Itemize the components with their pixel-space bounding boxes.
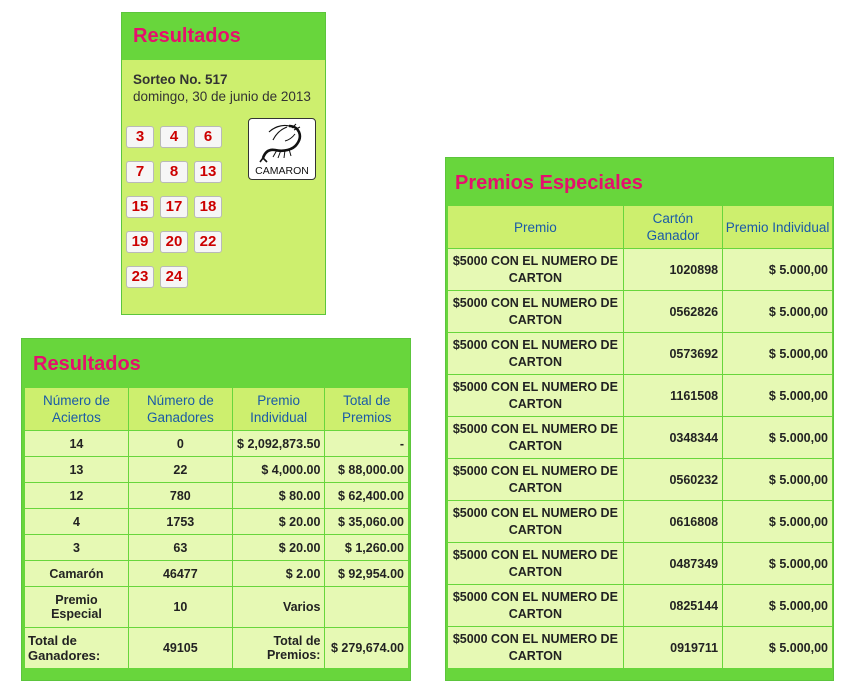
carton-cell: 0348344 [623, 417, 722, 459]
premio-individual-cell: $ 80.00 [232, 483, 325, 509]
results-table [24, 387, 409, 669]
total-premios-cell: $ 88,000.00 [325, 457, 409, 483]
special-prizes-table [447, 205, 833, 669]
total-ganadores-label: Total de Ganadores: [25, 628, 129, 669]
total-premios-cell: $ 62,400.00 [325, 483, 409, 509]
number-ball: 7 [126, 161, 154, 183]
aciertos-cell: 14 [25, 431, 129, 457]
ganadores-cell: 46477 [128, 561, 232, 587]
table-row [25, 587, 409, 628]
draw-date: domingo, 30 de junio de 2013 [133, 89, 311, 104]
premio-cell: $5000 CON EL NUMERO DE CARTON [448, 543, 624, 585]
col-ganadores: Número de Ganadores [128, 388, 232, 431]
table-row [448, 291, 833, 333]
table-row [448, 333, 833, 375]
table-row [448, 417, 833, 459]
number-ball: 15 [126, 196, 154, 218]
premio-individual-cell: $ 5.000,00 [723, 333, 833, 375]
table-row [25, 431, 409, 457]
premio-cell: $5000 CON EL NUMERO DE CARTON [448, 333, 624, 375]
figure-card [248, 118, 316, 180]
table-row [25, 483, 409, 509]
premio-individual-cell: $ 5.000,00 [723, 417, 833, 459]
aciertos-cell: 3 [25, 535, 129, 561]
table-row [448, 585, 833, 627]
premio-individual-cell: $ 5.000,00 [723, 459, 833, 501]
draw-header [122, 13, 325, 60]
premio-individual-cell: $ 4,000.00 [232, 457, 325, 483]
premio-individual-cell: $ 5.000,00 [723, 585, 833, 627]
ganadores-cell: 1753 [128, 509, 232, 535]
draw-number: Sorteo No. 517 [133, 72, 228, 87]
number-ball: 18 [194, 196, 222, 218]
premio-individual-cell: $ 5.000,00 [723, 627, 833, 669]
table-row [25, 561, 409, 587]
number-ball: 6 [194, 126, 222, 148]
total-premios-value: $ 279,674.00 [325, 628, 409, 669]
total-premios-cell: $ 92,954.00 [325, 561, 409, 587]
carton-cell: 0919711 [623, 627, 722, 669]
results-total-row [25, 628, 409, 669]
carton-cell: 0560232 [623, 459, 722, 501]
number-ball: 13 [194, 161, 222, 183]
premio-individual-cell: $ 5.000,00 [723, 291, 833, 333]
number-ball: 19 [126, 231, 154, 253]
aciertos-cell: Premio Especial [25, 587, 129, 628]
results-header-row [25, 388, 409, 431]
draw-title: Resultados [133, 25, 241, 47]
table-row [448, 459, 833, 501]
premio-cell: $5000 CON EL NUMERO DE CARTON [448, 417, 624, 459]
carton-cell: 0616808 [623, 501, 722, 543]
table-row [25, 535, 409, 561]
col-premio-individual: Premio Individual [232, 388, 325, 431]
ganadores-cell: 63 [128, 535, 232, 561]
number-ball: 8 [160, 161, 188, 183]
col-aciertos: Número de Aciertos [25, 388, 129, 431]
premio-individual-cell: $ 5.000,00 [723, 501, 833, 543]
number-ball: 4 [160, 126, 188, 148]
carton-cell: 1020898 [623, 249, 722, 291]
col-carton-ganador: Cartón Ganador [623, 206, 722, 249]
premio-individual-cell: $ 5.000,00 [723, 375, 833, 417]
table-row [448, 543, 833, 585]
results-header [22, 339, 410, 387]
number-ball: 22 [194, 231, 222, 253]
total-premios-label: Total de Premios: [232, 628, 325, 669]
special-prizes-panel [445, 157, 834, 681]
results-title: Resultados [33, 353, 141, 375]
number-ball: 23 [126, 266, 154, 288]
premio-individual-cell: $ 5.000,00 [723, 249, 833, 291]
ganadores-cell: 780 [128, 483, 232, 509]
number-ball: 17 [160, 196, 188, 218]
number-ball: 20 [160, 231, 188, 253]
premio-cell: $5000 CON EL NUMERO DE CARTON [448, 375, 624, 417]
premio-cell: $5000 CON EL NUMERO DE CARTON [448, 585, 624, 627]
number-ball: 3 [126, 126, 154, 148]
draw-info [133, 71, 318, 105]
ganadores-cell: 0 [128, 431, 232, 457]
aciertos-cell: 4 [25, 509, 129, 535]
figure-label: CAMARON [255, 165, 309, 177]
total-premios-cell: $ 1,260.00 [325, 535, 409, 561]
table-row [25, 457, 409, 483]
draw-results-panel [121, 12, 326, 315]
total-ganadores-value: 49105 [128, 628, 232, 669]
carton-cell: 1161508 [623, 375, 722, 417]
special-header-row [448, 206, 833, 249]
premio-individual-cell: $ 2,092,873.50 [232, 431, 325, 457]
number-ball: 24 [160, 266, 188, 288]
carton-cell: 0573692 [623, 333, 722, 375]
total-premios-cell: - [325, 431, 409, 457]
table-row [448, 375, 833, 417]
col-total-premios: Total de Premios [325, 388, 409, 431]
aciertos-cell: 12 [25, 483, 129, 509]
premio-individual-cell: $ 5.000,00 [723, 543, 833, 585]
table-row [448, 627, 833, 669]
special-header [446, 158, 833, 205]
total-premios-cell: $ 35,060.00 [325, 509, 409, 535]
aciertos-cell: Camarón [25, 561, 129, 587]
total-premios-cell [325, 587, 409, 628]
carton-cell: 0825144 [623, 585, 722, 627]
ganadores-cell: 10 [128, 587, 232, 628]
carton-cell: 0487349 [623, 543, 722, 585]
aciertos-cell: 13 [25, 457, 129, 483]
ganadores-cell: 22 [128, 457, 232, 483]
results-panel [21, 338, 411, 681]
premio-individual-cell: $ 20.00 [232, 509, 325, 535]
premio-cell: $5000 CON EL NUMERO DE CARTON [448, 459, 624, 501]
table-row [448, 249, 833, 291]
premio-individual-cell: $ 20.00 [232, 535, 325, 561]
premio-cell: $5000 CON EL NUMERO DE CARTON [448, 291, 624, 333]
premio-cell: $5000 CON EL NUMERO DE CARTON [448, 501, 624, 543]
special-title: Premios Especiales [455, 172, 643, 194]
premio-individual-cell: Varios [232, 587, 325, 628]
col-premio: Premio [448, 206, 624, 249]
table-row [448, 501, 833, 543]
col-premio-individual-special: Premio Individual [723, 206, 833, 249]
premio-individual-cell: $ 2.00 [232, 561, 325, 587]
shrimp-icon [259, 122, 305, 164]
carton-cell: 0562826 [623, 291, 722, 333]
premio-cell: $5000 CON EL NUMERO DE CARTON [448, 249, 624, 291]
premio-cell: $5000 CON EL NUMERO DE CARTON [448, 627, 624, 669]
table-row [25, 509, 409, 535]
